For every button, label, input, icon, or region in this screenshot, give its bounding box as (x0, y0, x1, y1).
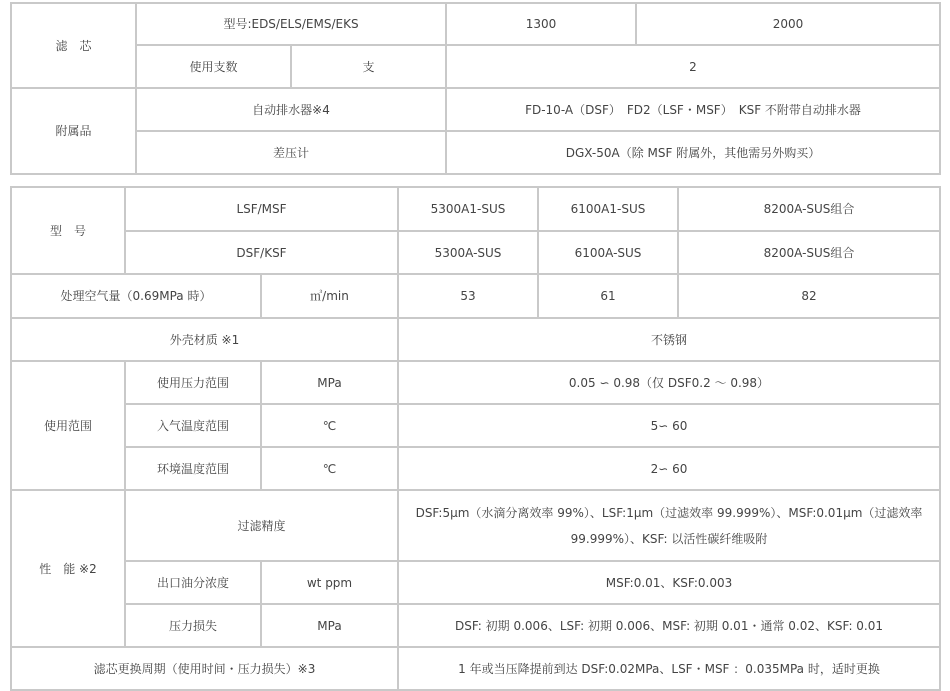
table-row (11, 561, 940, 604)
precision-value (398, 490, 940, 561)
ambient-temp-label: 环境温度范围 (125, 447, 261, 490)
replace-label: 滤芯更换周期（使用时间・压力损失）※3 (11, 647, 398, 690)
loss-value: DSF: 初期 0.006、LSF: 初期 0.006、MSF: 初期 0.01・通常 0.02、KSF: 0.01 (398, 604, 940, 647)
count-unit: 支 (291, 45, 446, 88)
lsf-msf-label: LSF/MSF (125, 187, 398, 231)
table-row (11, 447, 940, 490)
filter-label: 滤 芯 (11, 3, 136, 88)
dsf-6100: 6100A-SUS (538, 231, 678, 274)
range-label: 使用范围 (11, 361, 125, 490)
dsf-ksf-label: DSF/KSF (125, 231, 398, 274)
table-row (11, 231, 940, 274)
lsf-6100: 6100A1-SUS (538, 187, 678, 231)
air-6100: 61 (538, 274, 678, 318)
precision-line-2: 99.999%）、KSF: 以活性碳纤维吸附 (570, 531, 768, 546)
table-row (11, 604, 940, 647)
pressure-unit: MPa (261, 361, 398, 404)
table-row (11, 647, 940, 690)
shell-label: 外壳材质 ※1 (11, 318, 398, 361)
table-row (11, 45, 940, 88)
table-row (11, 404, 940, 447)
table-row (11, 318, 940, 361)
loss-label: 压力损失 (125, 604, 261, 647)
ambient-temp-unit: ℃ (261, 447, 398, 490)
oil-value: MSF:0.01、KSF:0.003 (398, 561, 940, 604)
precision-label: 过滤精度 (125, 490, 398, 561)
performance-label: 性 能 ※2 (11, 490, 125, 647)
model-2000: 2000 (636, 3, 940, 45)
ambient-temp-value: 2∽ 60 (398, 447, 940, 490)
model-1300: 1300 (446, 3, 636, 45)
precision-line-1: DSF:5μm（水滴分离效率 99%）、LSF:1μm（过滤效率 99.999%）、MSF:0.01μm（过滤效率 (415, 505, 923, 520)
table-row (11, 187, 940, 231)
oil-label: 出口油分浓度 (125, 561, 261, 604)
shell-value: 不锈钢 (398, 318, 940, 361)
drain-value: FD-10-A（DSF） FD2（LSF・MSF） KSF 不附带自动排水器 (446, 88, 940, 131)
dsf-8200: 8200A-SUS组合 (678, 231, 940, 274)
lsf-8200: 8200A-SUS组合 (678, 187, 940, 231)
count-label: 使用支数 (136, 45, 291, 88)
dsf-5300: 5300A-SUS (398, 231, 538, 274)
table-row (11, 490, 940, 561)
model-label: 型 号 (11, 187, 125, 274)
air-5300: 53 (398, 274, 538, 318)
air-unit: ㎥/min (261, 274, 398, 318)
count-value: 2 (446, 45, 940, 88)
housing-spec-table (10, 186, 941, 691)
loss-unit: MPa (261, 604, 398, 647)
inlet-temp-value: 5∽ 60 (398, 404, 940, 447)
inlet-temp-label: 入气温度范围 (125, 404, 261, 447)
drain-label: 自动排水器※4 (136, 88, 446, 131)
gauge-value: DGX-50A（除 MSF 附属外，其他需另外购买） (446, 131, 940, 174)
table-gap (10, 176, 939, 186)
accessories-label: 附属品 (11, 88, 136, 174)
table-row (11, 131, 940, 174)
lsf-5300: 5300A1-SUS (398, 187, 538, 231)
model-label: 型号:EDS/ELS/EMS/EKS (136, 3, 446, 45)
air-8200: 82 (678, 274, 940, 318)
air-label: 处理空气量（0.69MPa 時） (11, 274, 261, 318)
pressure-label: 使用压力范围 (125, 361, 261, 404)
table-row (11, 3, 940, 45)
table-row (11, 361, 940, 404)
inlet-temp-unit: ℃ (261, 404, 398, 447)
replace-value: 1 年或当压降提前到达 DSF:0.02MPa、LSF・MSF ：0.035MPa 时，适时更换 (398, 647, 940, 690)
table-row (11, 88, 940, 131)
pressure-value: 0.05 ∽ 0.98（仅 DSF0.2 ～ 0.98） (398, 361, 940, 404)
filter-spec-table (10, 2, 941, 175)
oil-unit: wt ppm (261, 561, 398, 604)
table-row (11, 274, 940, 318)
gauge-label: 差压计 (136, 131, 446, 174)
